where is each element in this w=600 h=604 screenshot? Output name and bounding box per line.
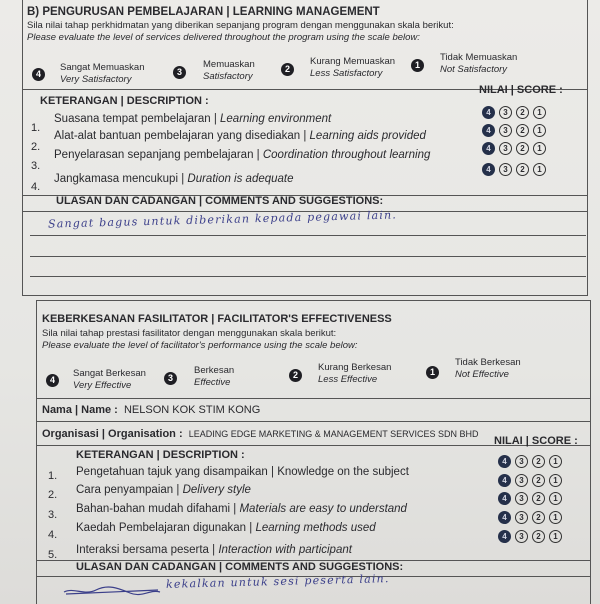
scale-badge-3: 3 [164, 372, 177, 385]
scale-label-en: Not Satisfactory [440, 64, 508, 75]
scale-label-en: Less Effective [318, 374, 378, 385]
score-option-2[interactable]: 2 [532, 511, 545, 524]
scale-label-en: Not Effective [455, 369, 509, 380]
item-number: 1. [48, 470, 58, 482]
scale-badge-2: 2 [289, 369, 302, 382]
scale-label-ms: Tidak Berkesan [455, 357, 521, 368]
scale-badge-1: 1 [426, 366, 439, 379]
score-option-3[interactable]: 3 [515, 455, 528, 468]
comment-line [30, 256, 586, 257]
score-option-1[interactable]: 1 [533, 163, 546, 176]
item-number: 5. [48, 549, 58, 561]
score-option-2[interactable]: 2 [532, 530, 545, 543]
comment-line [30, 276, 586, 277]
facilitator-organisation: Organisasi | Organisation : LEADING EDGE MARKETING & MANAGEMENT SERVICES SDN BHD [42, 428, 479, 440]
score-option-3[interactable]: 3 [515, 530, 528, 543]
score-option-4[interactable]: 4 [482, 163, 495, 176]
score-option-3[interactable]: 3 [515, 511, 528, 524]
item-text: Jangkamasa mencukupi | Duration is adequate [54, 173, 294, 185]
item-text: Suasana tempat pembelajaran | Learning environment [54, 113, 332, 125]
section-b-title: B) PENGURUSAN PEMBELAJARAN | LEARNING MANAGEMENT [27, 6, 380, 18]
score-option-3[interactable]: 3 [499, 163, 512, 176]
scale-badge-1: 1 [411, 59, 424, 72]
scale-badge-4: 4 [32, 68, 45, 81]
divider [37, 398, 590, 399]
score-row [482, 163, 546, 176]
score-header: NILAI | SCORE : [479, 84, 563, 96]
divider [37, 421, 590, 422]
crossed-out-scribble [62, 584, 162, 598]
score-option-4[interactable]: 4 [498, 511, 511, 524]
score-option-2[interactable]: 2 [516, 142, 529, 155]
scale-label-ms: Memuaskan [203, 59, 255, 70]
item-number: 3. [31, 160, 41, 172]
score-row [482, 142, 546, 155]
comments-header: ULASAN DAN CADANGAN | COMMENTS AND SUGGESTIONS: [76, 561, 404, 573]
section-b-instruction-ms: Sila nilai tahap perkhidmatan yang diberikan sepanjang program dengan menggunakan skala berikut: [27, 20, 454, 31]
handwritten-comment: kekalkan untuk sesi peserta lain. [165, 572, 390, 591]
score-row [498, 511, 562, 524]
scale-label-ms: Sangat Memuaskan [60, 62, 145, 73]
item-text: Kaedah Pembelajaran digunakan | Learning methods used [76, 522, 376, 534]
score-option-2[interactable]: 2 [532, 455, 545, 468]
score-option-4[interactable]: 4 [498, 492, 511, 505]
item-number: 1. [31, 122, 41, 134]
score-option-1[interactable]: 1 [549, 455, 562, 468]
item-text: Bahan-bahan mudah difahami | Materials are easy to understand [76, 503, 407, 515]
comments-header: ULASAN DAN CADANGAN | COMMENTS AND SUGGESTIONS: [56, 195, 384, 207]
scale-badge-3: 3 [173, 66, 186, 79]
section-c-instruction-en: Please evaluate the level of facilitator's performance using the scale below: [42, 340, 358, 351]
score-option-3[interactable]: 3 [499, 106, 512, 119]
score-option-4[interactable]: 4 [498, 530, 511, 543]
item-number: 4. [31, 181, 41, 193]
scale-label-en: Effective [194, 377, 231, 388]
score-option-4[interactable]: 4 [498, 455, 511, 468]
scale-label-ms: Tidak Memuaskan [440, 52, 518, 63]
score-header: NILAI | SCORE : [494, 435, 578, 447]
score-row [498, 455, 562, 468]
description-header: KETERANGAN | DESCRIPTION : [40, 95, 209, 107]
scale-label-en: Very Satisfactory [60, 74, 132, 85]
score-option-2[interactable]: 2 [532, 492, 545, 505]
description-header: KETERANGAN | DESCRIPTION : [76, 449, 245, 461]
score-row [482, 106, 546, 119]
score-option-1[interactable]: 1 [533, 142, 546, 155]
scale-label-ms: Kurang Berkesan [318, 362, 392, 373]
score-option-2[interactable]: 2 [516, 124, 529, 137]
item-number: 3. [48, 509, 58, 521]
score-option-1[interactable]: 1 [533, 106, 546, 119]
scale-label-ms: Kurang Memuaskan [310, 56, 396, 67]
score-row [482, 124, 546, 137]
score-option-3[interactable]: 3 [499, 124, 512, 137]
item-text: Alat-alat bantuan pembelajaran yang disediakan | Learning aids provided [54, 130, 426, 142]
facilitator-name: Nama | Name : NELSON KOK STIM KONG [42, 404, 261, 416]
item-number: 2. [48, 489, 58, 501]
scale-label-en: Satisfactory [203, 71, 253, 82]
score-option-1[interactable]: 1 [549, 511, 562, 524]
item-number: 4. [48, 529, 58, 541]
section-c-instruction-ms: Sila nilai tahap prestasi fasilitator dengan menggunakan skala berikut: [42, 328, 337, 339]
scale-label-ms: Berkesan [194, 365, 235, 376]
score-option-2[interactable]: 2 [532, 474, 545, 487]
section-c-title: KEBERKESANAN FASILITATOR | FACILITATOR'S EFFECTIVENESS [42, 313, 392, 325]
score-row [498, 474, 562, 487]
score-option-1[interactable]: 1 [549, 474, 562, 487]
score-option-4[interactable]: 4 [482, 124, 495, 137]
score-option-1[interactable]: 1 [549, 492, 562, 505]
score-option-1[interactable]: 1 [549, 530, 562, 543]
score-option-1[interactable]: 1 [533, 124, 546, 137]
item-number: 2. [31, 141, 41, 153]
score-option-3[interactable]: 3 [515, 492, 528, 505]
score-option-3[interactable]: 3 [499, 142, 512, 155]
score-option-2[interactable]: 2 [516, 163, 529, 176]
scale-label-en: Less Satisfactory [310, 68, 383, 79]
score-option-4[interactable]: 4 [482, 142, 495, 155]
score-option-3[interactable]: 3 [515, 474, 528, 487]
score-option-4[interactable]: 4 [498, 474, 511, 487]
scale-badge-2: 2 [281, 63, 294, 76]
scale-label-en: Very Effective [73, 380, 132, 391]
scale-label-ms: Sangat Berkesan [73, 368, 146, 379]
item-text: Penyelarasan sepanjang pembelajaran | Coordination throughout learning [54, 149, 431, 161]
score-row [498, 530, 562, 543]
score-row [498, 492, 562, 505]
item-text: Pengetahuan tajuk yang disampaikan | Knowledge on the subject [76, 466, 409, 478]
item-text: Interaksi bersama peserta | Interaction with participant [76, 544, 352, 556]
scale-badge-4: 4 [46, 374, 59, 387]
handwritten-comment: Sangat bagus untuk diberikan kepada pegawai lain. [47, 208, 398, 231]
score-option-2[interactable]: 2 [516, 106, 529, 119]
item-text: Cara penyampaian | Delivery style [76, 484, 251, 496]
score-option-4[interactable]: 4 [482, 106, 495, 119]
section-b-instruction-en: Please evaluate the level of services delivered throughout the program using the scale below: [27, 32, 420, 43]
comment-line [30, 235, 586, 236]
